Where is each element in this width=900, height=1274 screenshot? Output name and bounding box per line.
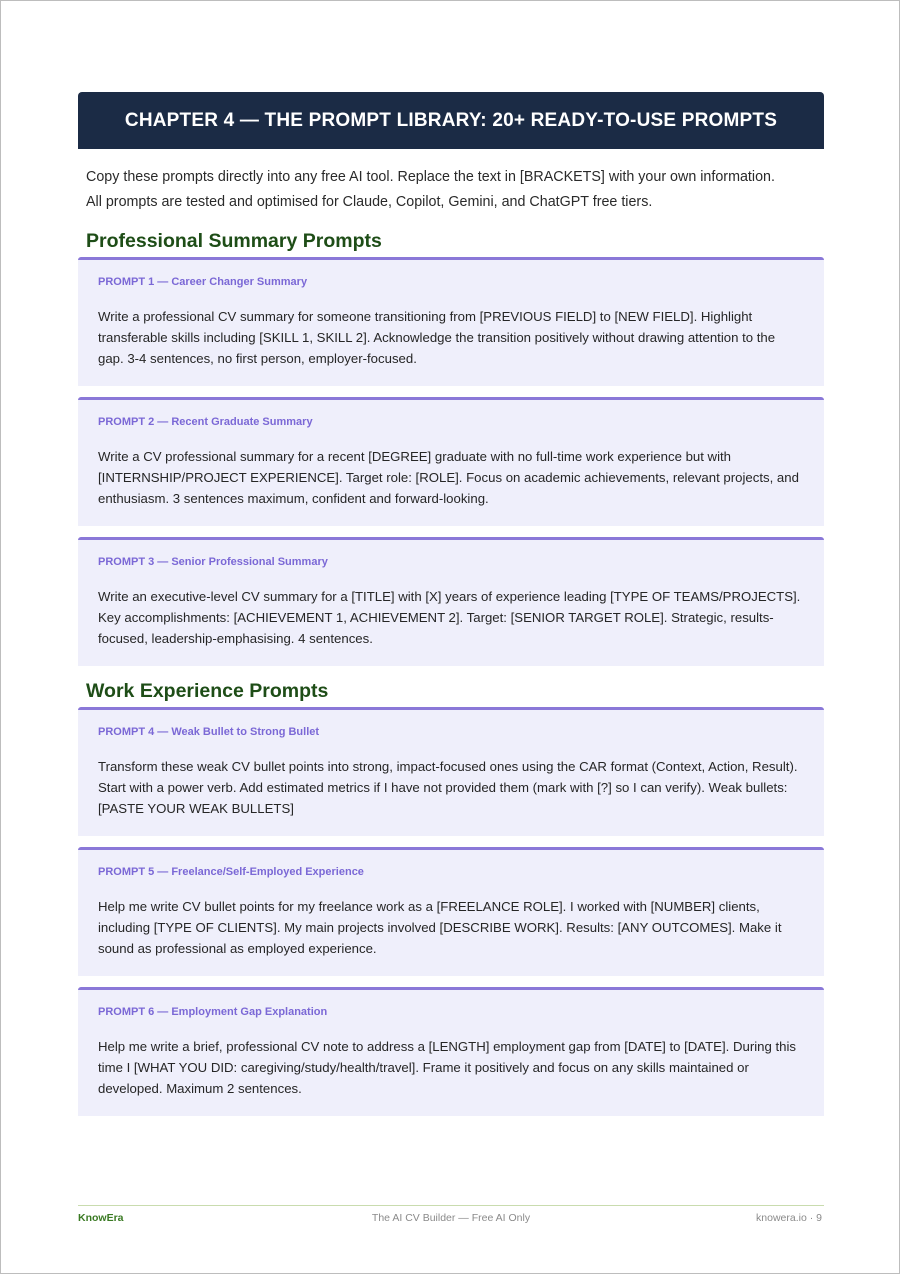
prompt-text: Help me write CV bullet points for my freelance work as a [FREELANCE ROLE]. I worked with [NUMBER] clients, including [TYPE OF CLIENTS]. My main projects involved [DESCRIBE WORK]. Results: [ANY OUTCOMES]. Make it sound as professional as employed experience. bbox=[98, 899, 782, 956]
section-heading-work-experience: Work Experience Prompts bbox=[86, 680, 329, 702]
prompt-label: PROMPT 2 — Recent Graduate Summary bbox=[98, 416, 313, 428]
prompt-text: Help me write a brief, professional CV note to address a [LENGTH] employment gap from [DATE] to [DATE]. During this time I [WHAT YOU DID: caregiving/study/health/travel]. Frame it positively and focus on any skills maintained or developed. Maximum 2 sentences. bbox=[98, 1039, 796, 1096]
intro-line-1: Copy these prompts directly into any free AI tool. Replace the text in [BRACKETS] with your own information. bbox=[86, 169, 775, 185]
prompt-label: PROMPT 4 — Weak Bullet to Strong Bullet bbox=[98, 726, 320, 738]
prompt-text: Write a CV professional summary for a recent [DEGREE] graduate with no full-time work experience but with [INTERNSHIP/PROJECT EXPERIENCE]. Target role: [ROLE]. Focus on academic achievements, relevant projects, and enthusiasm. 3 sentences maximum, confident and forward-looking. bbox=[98, 449, 799, 506]
prompt-card-6 bbox=[78, 987, 824, 1116]
intro-line-2: All prompts are tested and optimised for Claude, Copilot, Gemini, and ChatGPT free tiers. bbox=[86, 194, 653, 210]
prompt-card-3 bbox=[78, 537, 824, 666]
footer-brand: KnowEra bbox=[78, 1212, 124, 1224]
prompt-text: Transform these weak CV bullet points into strong, impact-focused ones using the CAR format (Context, Action, Result). Start with a power verb. Add estimated metrics if I have not provided them (mark with [?] so I can verify). Weak bullets: [PASTE YOUR WEAK BULLETS] bbox=[98, 759, 798, 816]
chapter-banner bbox=[78, 92, 824, 149]
prompt-label: PROMPT 3 — Senior Professional Summary bbox=[98, 556, 328, 568]
prompt-label: PROMPT 1 — Career Changer Summary bbox=[98, 276, 308, 288]
prompt-card-2 bbox=[78, 397, 824, 526]
prompt-label: PROMPT 5 — Freelance/Self-Employed Experience bbox=[98, 866, 364, 878]
section-heading-professional-summary: Professional Summary Prompts bbox=[86, 230, 382, 252]
prompt-card-4 bbox=[78, 707, 824, 836]
prompt-text: Write a professional CV summary for someone transitioning from [PREVIOUS FIELD] to [NEW FIELD]. Highlight transferable skills including [SKILL 1, SKILL 2]. Acknowledge the transition positively without drawing attention to the gap. 3-4 sentences, no first person, employer-focused. bbox=[98, 309, 776, 366]
intro-paragraph bbox=[86, 165, 826, 215]
prompt-label: PROMPT 6 — Employment Gap Explanation bbox=[98, 1006, 328, 1018]
footer-book-title: The AI CV Builder — Free AI Only bbox=[371, 1212, 531, 1224]
footer-page-info: knowera.io · 9 bbox=[756, 1212, 822, 1224]
prompt-card-5 bbox=[78, 847, 824, 976]
chapter-title: CHAPTER 4 — THE PROMPT LIBRARY: 20+ READY-TO-USE PROMPTS bbox=[124, 109, 778, 131]
footer-divider bbox=[78, 1205, 824, 1206]
prompt-card-1 bbox=[78, 257, 824, 386]
prompt-text: Write an executive-level CV summary for a [TITLE] with [X] years of experience leading [TYPE OF TEAMS/PROJECTS]. Key accomplishments: [ACHIEVEMENT 1, ACHIEVEMENT 2]. Target: [SENIOR TARGET ROLE]. Strategic, results-focused, leadership-emphasising. 4 sentences. bbox=[98, 589, 801, 646]
